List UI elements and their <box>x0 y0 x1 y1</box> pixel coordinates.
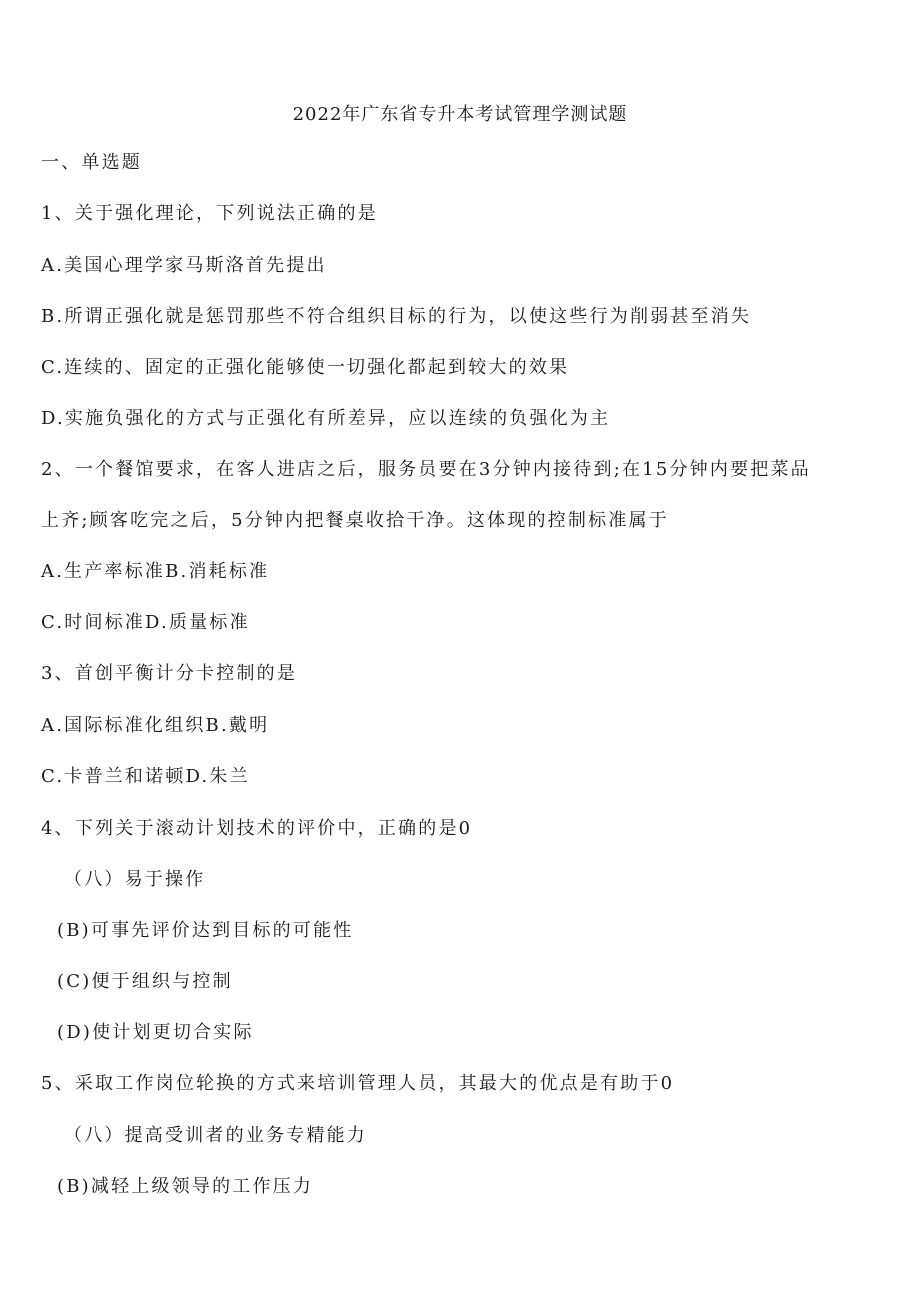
question-1: 1、关于强化理论，下列说法正确的是 <box>41 203 378 224</box>
q1-option-c: C.连续的、固定的正强化能够使一切强化都起到较大的效果 <box>41 357 570 378</box>
section-heading: 一、单选题 <box>41 152 142 173</box>
q4-option-c: (C)便于组织与控制 <box>57 971 233 992</box>
q1-option-d: D.实施负强化的方式与正强化有所差异，应以连续的负强化为主 <box>41 408 611 429</box>
question-2-continued: 上齐;顾客吃完之后，5分钟内把餐桌收拾干净。这体现的控制标准属于 <box>41 510 669 531</box>
q1-option-a: A.美国心理学家马斯洛首先提出 <box>41 255 327 276</box>
question-4: 4、下列关于滚动计划技术的评价中，正确的是0 <box>41 818 473 839</box>
q4-option-d: (D)使计划更切合实际 <box>57 1022 254 1043</box>
page-title: 2022年广东省专升本考试管理学测试题 <box>292 104 628 125</box>
q5-option-a: （八）提高受训者的业务专精能力 <box>64 1125 367 1146</box>
q1-option-b: B.所谓正强化就是惩罚那些不符合组织目标的行为，以使这些行为削弱甚至消失 <box>41 306 752 327</box>
q5-option-b: (B)减轻上级领导的工作压力 <box>57 1176 314 1197</box>
q3-options-ab: A.国际标准化组织B.戴明 <box>41 715 270 736</box>
question-2: 2、一个餐馆要求，在客人进店之后，服务员要在3分钟内接待到;在15分钟内要把菜品 <box>41 459 811 480</box>
q2-options-cd: C.时间标准D.质量标准 <box>41 612 250 633</box>
q4-option-a: （八）易于操作 <box>64 869 206 890</box>
question-5: 5、采取工作岗位轮换的方式来培训管理人员，其最大的优点是有助于0 <box>41 1073 675 1094</box>
q4-option-b: (B)可事先评价达到目标的可能性 <box>57 920 354 941</box>
q2-options-ab: A.生产率标准B.消耗标准 <box>41 561 270 582</box>
q3-options-cd: C.卡普兰和诺顿D.朱兰 <box>41 766 250 787</box>
question-3: 3、首创平衡计分卡控制的是 <box>41 663 298 684</box>
